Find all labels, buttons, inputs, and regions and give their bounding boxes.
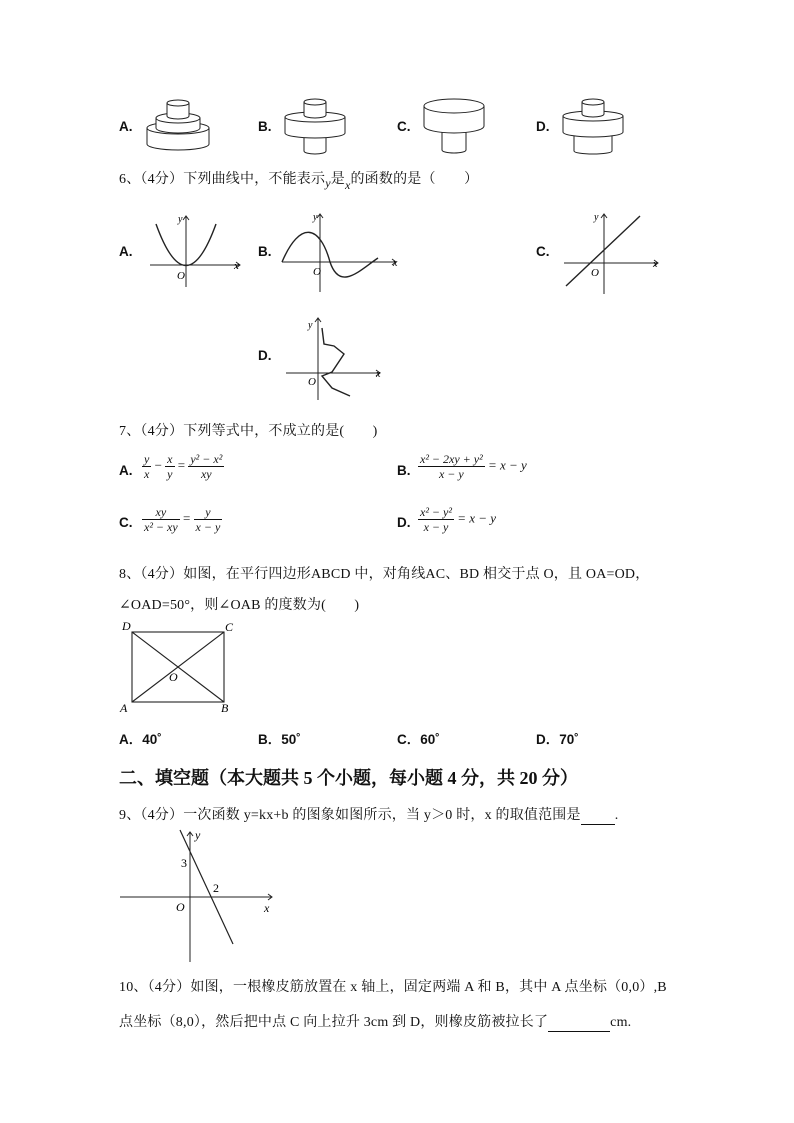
q6-graph-b: [280, 210, 402, 294]
q6-option-b-label: B.: [258, 244, 272, 259]
q6a-y-label: y: [178, 214, 183, 225]
q6a-origin: O: [177, 270, 185, 282]
q5-option-a-label: A.: [119, 119, 133, 134]
q6-graph-a: [146, 212, 246, 290]
q7-option-a-label: A.: [119, 463, 133, 478]
q7-option-b-expr: $\frac{\text{x² − 2xy + y²}}{x - y}$ = x − y: [420, 452, 527, 481]
q6-stem: 6、（4分）下列曲线中，不能表示y是x的函数的是（ ）: [119, 172, 479, 192]
q6d-y-label: y: [308, 320, 313, 331]
q8-figure-parallelogram: [118, 618, 242, 718]
q9-graph: [118, 826, 278, 966]
q5-figure-a: [144, 98, 212, 154]
q5-figure-d: [560, 98, 626, 156]
q7-option-c-expr: $\frac{xy}{\text{x² − xy}}$ = $\frac{y}{x - y}$: [144, 505, 221, 534]
q9-x-intercept-label: 2: [213, 881, 219, 895]
q6c-origin: O: [591, 267, 599, 279]
q7-option-d-label: D.: [397, 515, 411, 530]
q7-option-d-expr: $\frac{\text{x² − y²}}{x - y}$ = x − y: [420, 505, 497, 534]
q6-option-c-label: C.: [536, 244, 550, 259]
q8-option-c[interactable]: C．60˚: [397, 732, 440, 747]
q5-option-b-label: B.: [258, 119, 272, 134]
point-a-label: A: [120, 701, 128, 715]
q9-stem: 9、（4分）一次函数 y=kx+b 的图象如图所示，当 y＞0 时，x 的取值范围是 .: [119, 808, 619, 823]
q6-option-a-label: A.: [119, 244, 133, 259]
q6b-x-label: x: [393, 258, 398, 269]
q8-line1: 8、（4分）如图，在平行四边形ABCD 中，对角线AC、BD 相交于点 O，且 OA=OD，: [119, 567, 650, 582]
q5-option-d-label: D.: [536, 119, 550, 134]
q6b-origin: O: [313, 266, 321, 278]
q5-figure-b: [282, 98, 348, 156]
q5-option-c-label: C.: [397, 119, 411, 134]
point-d-label: D: [122, 619, 131, 633]
q6-graph-c: [560, 208, 664, 296]
q7-option-c-label: C.: [119, 515, 133, 530]
q6a-x-label: x: [234, 260, 239, 272]
q6d-x-label: x: [376, 369, 381, 380]
q8-option-a[interactable]: A．40˚: [119, 732, 162, 747]
q6-option-d-label: D.: [258, 348, 272, 363]
point-c-label: C: [225, 620, 234, 634]
q10-line1: 10、（4分）如图，一根橡皮筋放置在 x 轴上，固定两端 A 和 B，其中 A 点坐标（0,0）,B: [119, 980, 667, 995]
q5-figure-c: [420, 96, 488, 156]
q8-option-b[interactable]: B．50˚: [258, 732, 301, 747]
q7-option-b-label: B.: [397, 463, 411, 478]
q8-option-d[interactable]: D．70˚: [536, 732, 579, 747]
q9-origin-label: O: [176, 900, 185, 914]
q6b-y-label: y: [313, 212, 318, 223]
q7-option-a-expr: $\frac{y}{x}$ − $\frac{x}{y}$ = $\frac{\text{y² − x²}}{xy}$: [144, 452, 223, 481]
q10-answer-blank[interactable]: [548, 1015, 610, 1032]
point-o-label: O: [169, 670, 178, 684]
q6c-x-label: x: [653, 259, 658, 270]
q9-y-label: y: [195, 828, 201, 842]
section-fill-in-heading: 二、填空题（本大题共 5 个小题，每小题 4 分，共 20 分）: [119, 768, 578, 788]
q9-answer-blank[interactable]: [581, 808, 615, 825]
q7-stem: 7、（4分）下列等式中，不成立的是( ): [119, 424, 378, 439]
q10-line2: 点坐标（8,0），然后把中点 C 向上拉升 3cm 到 D，则橡皮筋被拉长了 cm.: [119, 1015, 632, 1030]
q8-line2: ∠OAD=50°，则∠OAB 的度数为( ): [119, 598, 360, 613]
q9-y-intercept-label: 3: [181, 856, 187, 870]
q9-x-label: x: [264, 901, 270, 915]
q6d-origin: O: [308, 376, 316, 388]
q6c-y-label: y: [594, 212, 599, 223]
q6-graph-d: [284, 314, 384, 402]
point-b-label: B: [221, 701, 229, 715]
